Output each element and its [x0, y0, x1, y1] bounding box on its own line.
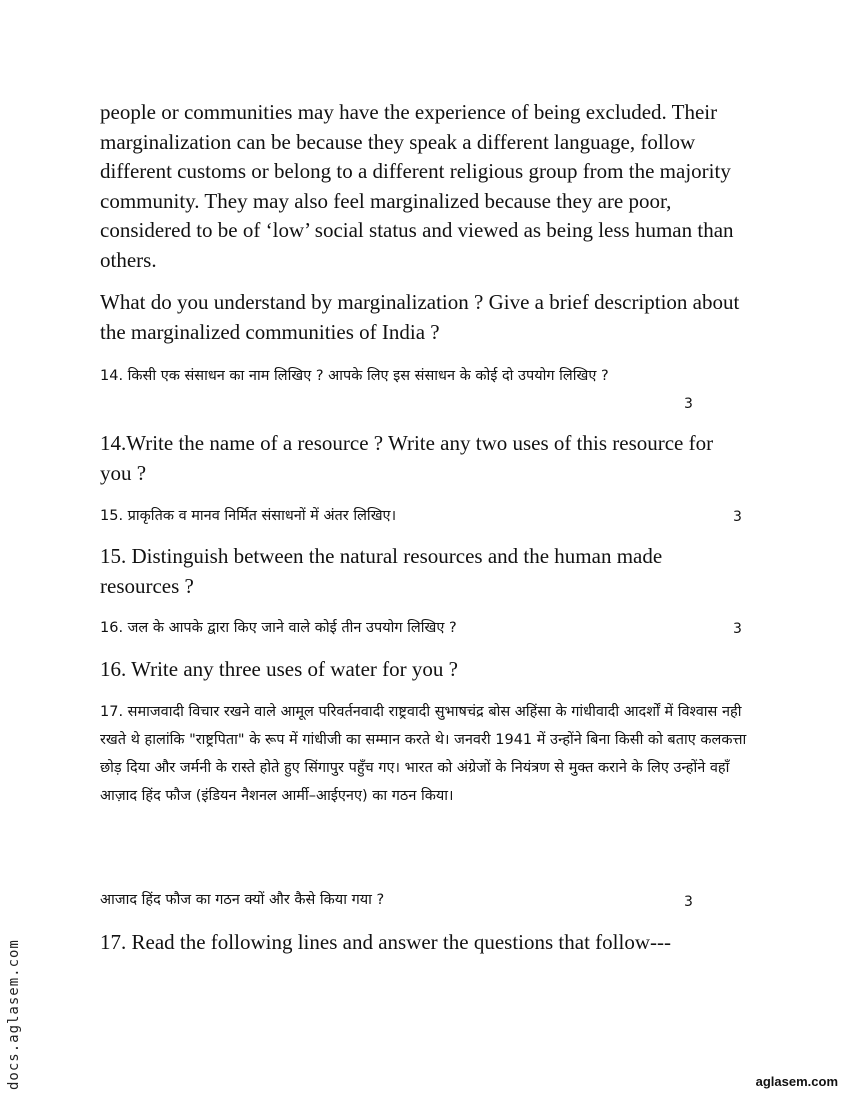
- question-15-hindi: 15. प्राकृतिक व मानव निर्मित संसाधनों में अंतर लिखिए।: [100, 508, 397, 524]
- question-16-hindi: 16. जल के आपके द्वारा किए जाने वाले कोई तीन उपयोग लिखिए ?: [100, 620, 457, 636]
- question-16-english: 16. Write any three uses of water for you ?: [100, 657, 458, 681]
- question-17-question-hindi: आजाद हिंद फौज का गठन क्यों और कैसे किया गया ?: [100, 892, 385, 908]
- question-14-english: 14.Write the name of a resource ? Write any two uses of this resource for you ?: [100, 431, 714, 485]
- question-14-marks: 3: [684, 396, 693, 412]
- question-17-passage-hindi: 17. समाजवादी विचार रखने वाले आमूल परिवर्तनवादी राष्ट्रवादी सुभाषचंद्र बोस अहिंसा के गांधीवादी आदर्शों में विश्वास नही रखते थे हालांकि "राष्ट्रपिता" के रूप में गांधीजी का सम्मान करते थे। जनवरी 1941 में उन्होंने बिना किसी को बताए कलकत्ता छोड़ दिया और जर्मनी के रास्ते होते हुए सिंगापुर पहुँच गए। भारत को अंग्रेजों के नियंत्रण से मुक्त कराने के लिए उन्होंने वहाँ आज़ाद हिंद फौज (इंडियन नैशनल आर्मी–आईएनए) का गठन किया।: [100, 704, 747, 804]
- question-15-marks: 3: [733, 509, 742, 525]
- question-17-marks: 3: [684, 894, 693, 910]
- question-15-english: 15. Distinguish between the natural resources and the human made resources ?: [100, 544, 663, 598]
- question-17-english: 17. Read the following lines and answer the questions that follow---: [100, 930, 671, 954]
- side-watermark: docs.aglasem.com: [6, 939, 22, 1090]
- question-14-hindi: 14. किसी एक संसाधन का नाम लिखिए ? आपके लिए इस संसाधन के कोई दो उपयोग लिखिए ?: [100, 368, 609, 384]
- question-16-marks: 3: [733, 621, 742, 637]
- brand-watermark: aglasem.com: [755, 1074, 838, 1089]
- passage-english: people or communities may have the experience of being excluded. Their marginalization can be because they speak a different language, follow different customs or belong to a different religious group from the majority community. They may also feel marginalized because they are poor, considered to be of ‘low’ social status and viewed as being less human than others.: [100, 100, 734, 272]
- question-13-english: What do you understand by marginalization ? Give a brief description about the marginalized communities of India ?: [100, 290, 740, 344]
